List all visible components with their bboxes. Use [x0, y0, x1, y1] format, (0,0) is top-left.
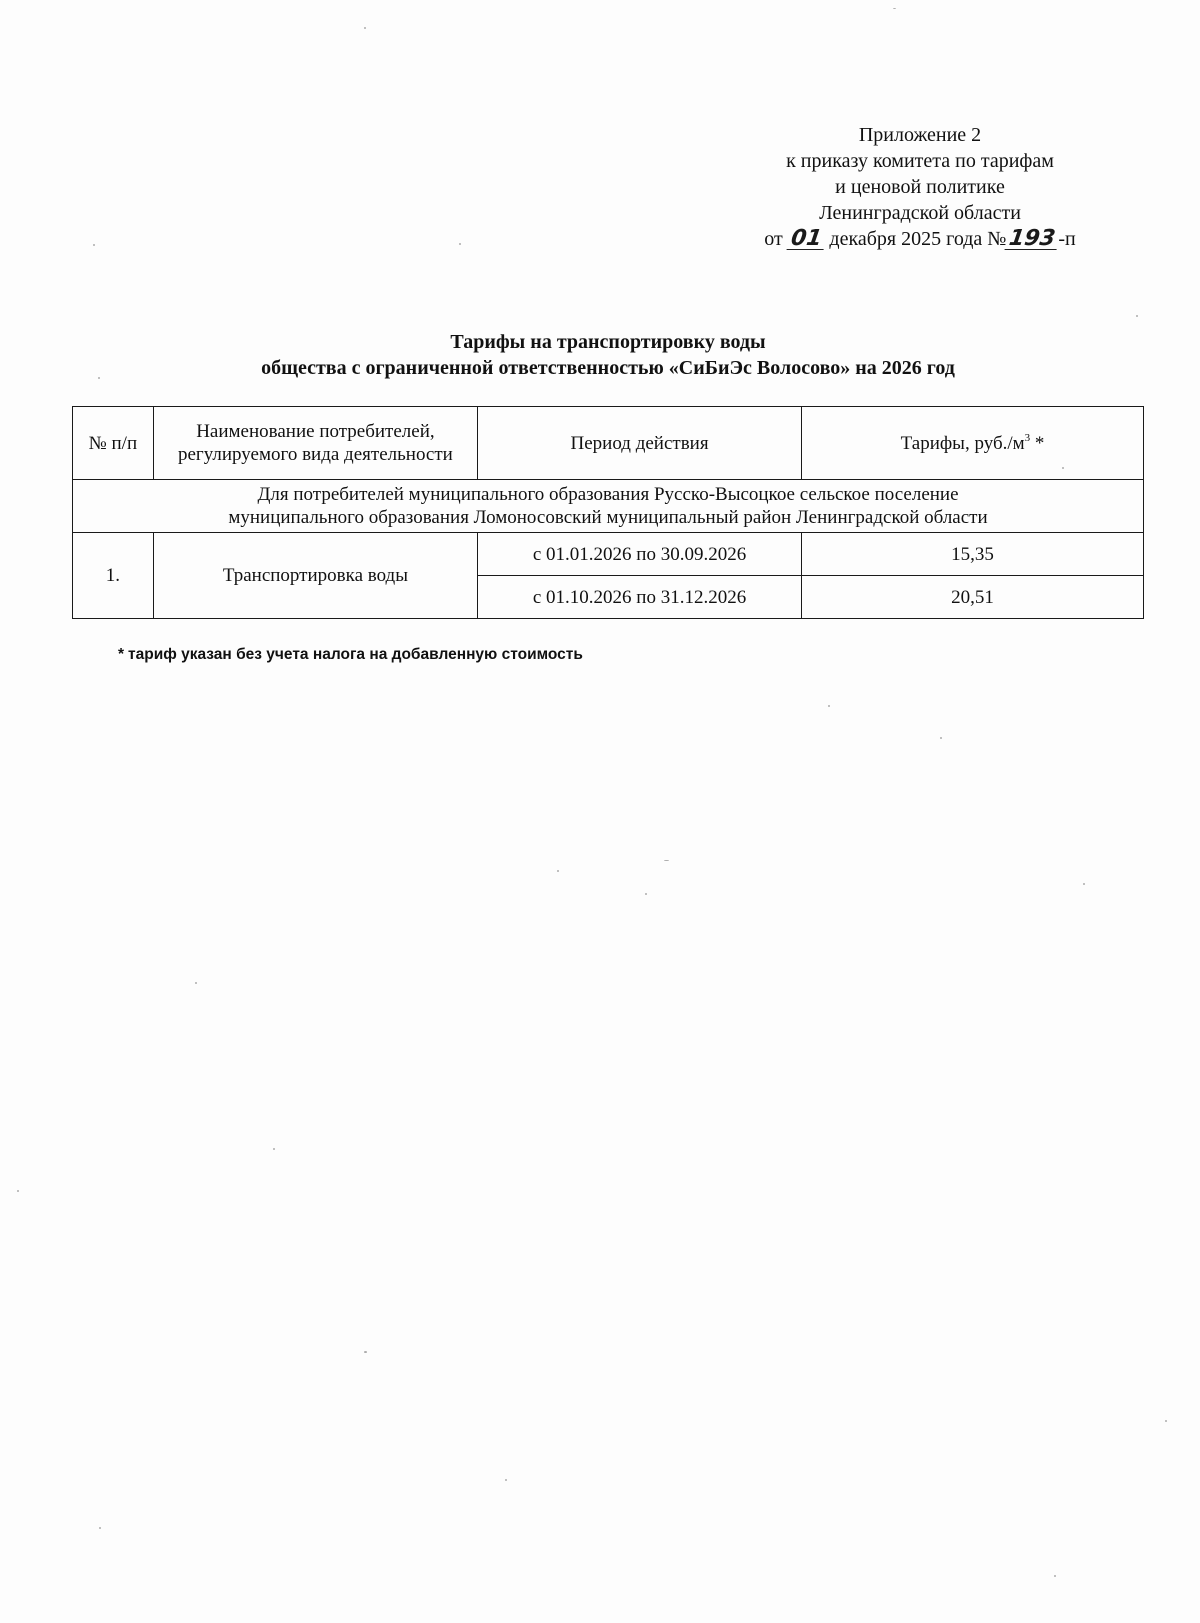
scan-speck	[364, 27, 366, 29]
footnote-asterisk: *	[118, 646, 125, 663]
scan-speck	[557, 870, 559, 872]
footnote	[118, 645, 583, 665]
appendix-header	[740, 122, 1100, 252]
handwritten-order-number: 193	[1005, 229, 1060, 250]
header-tariff	[802, 407, 1144, 480]
row-period: с 01.01.2026 по 30.09.2026	[478, 533, 802, 576]
table-header-row	[73, 407, 1144, 480]
appendix-date-line	[740, 226, 1100, 252]
group-line-1: Для потребителей муниципального образования Русско-Высоцкое сельское поселение	[257, 484, 959, 505]
scan-speck	[364, 1351, 367, 1353]
scan-speck	[99, 1527, 101, 1529]
header-tariff-asterisk: *	[1030, 432, 1045, 454]
header-number: № п/п	[73, 407, 154, 480]
scan-speck	[505, 1479, 507, 1481]
appendix-committee: и ценовой политике	[835, 176, 1005, 198]
header-name: Наименование потребителей, регулируемого вида деятельности	[153, 407, 477, 480]
scan-speck	[1062, 467, 1064, 469]
title-line-2: общества с ограниченной ответственностью «СиБиЭс Волосово» на 2026 год	[261, 357, 955, 379]
group-line-2: муниципального образования Ломоносовский муниципальный район Ленинградской области	[228, 507, 988, 528]
date-rest: декабря 2025 года №	[829, 228, 1007, 250]
scan-speck	[195, 982, 197, 984]
scan-speck	[17, 1190, 19, 1192]
scan-speck	[1054, 1575, 1056, 1577]
row-number: 1.	[73, 533, 154, 619]
group-description	[73, 480, 1144, 533]
scan-speck	[664, 860, 669, 861]
row-tariff: 20,51	[802, 576, 1144, 619]
header-tariff-label: Тарифы, руб./м	[900, 432, 1025, 454]
row-tariff: 15,35	[802, 533, 1144, 576]
order-suffix: -п	[1058, 228, 1076, 250]
date-prefix: от	[764, 228, 783, 250]
appendix-region: Ленинградской области	[819, 202, 1021, 224]
scan-speck	[459, 243, 461, 245]
scan-speck	[1165, 1420, 1167, 1422]
header-period: Период действия	[478, 407, 802, 480]
appendix-order-ref: к приказу комитета по тарифам	[786, 150, 1054, 172]
scan-speck	[93, 244, 95, 246]
row-name: Транспортировка воды	[153, 533, 477, 619]
scan-speck	[645, 893, 647, 895]
scan-speck	[273, 1148, 275, 1150]
table-row	[73, 533, 1144, 576]
header-tariff-superscript: 3	[1024, 431, 1031, 444]
scan-speck	[893, 8, 896, 9]
footnote-text: тариф указан без учета налога на добавленную стоимость	[128, 646, 583, 663]
scan-speck	[98, 377, 100, 379]
title-line-1: Тарифы на транспортировку воды	[450, 331, 766, 353]
appendix-title: Приложение 2	[858, 124, 982, 146]
row-period: с 01.10.2026 по 31.12.2026	[478, 576, 802, 619]
tariff-table	[72, 406, 1144, 619]
scan-speck	[940, 737, 942, 739]
handwritten-day: 01	[786, 229, 826, 250]
scan-speck	[828, 705, 830, 707]
scan-speck	[1136, 315, 1138, 317]
table-group-row	[73, 480, 1144, 533]
scan-speck	[1083, 883, 1085, 885]
document-title	[70, 329, 1146, 381]
